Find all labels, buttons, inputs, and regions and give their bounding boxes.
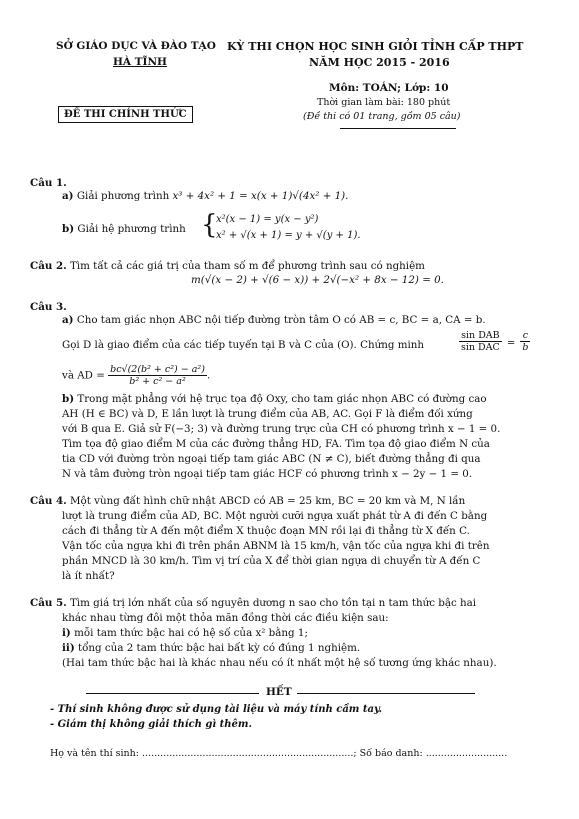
q1b-eq2: x² + √(x + 1) = y + √(y + 1). [216, 230, 361, 241]
q3a-label: a) [62, 314, 74, 326]
q1a-math: x³ + 4x² + 1 = x(x + 1)√(4x² + 1). [172, 190, 349, 202]
q4-line-3: Vận tốc của ngựa khi đi trên phần ABNM là 15 km/h, vận tốc của ngựa khi đi trên [62, 540, 490, 552]
q4-label: Câu 4. [30, 495, 67, 507]
q3b-label: b) [62, 393, 75, 405]
q4-line-1: lượt là trung điểm của AD, BC. Một người cưỡi ngựa xuất phát từ A đi đến C bằng [62, 510, 488, 522]
q3b-line-3: Tìm tọa độ giao điểm M của các đường thẳng HD, FA. Tìm tọa độ giao điểm N của [62, 438, 490, 450]
system-brace: { [201, 210, 218, 240]
ad-numerator: bc√(2(b² + c²) − a²) [110, 364, 205, 375]
q4-line-4: phần MNCD là 30 km/h. Tìm vị trí của X để thời gian ngựa di chuyển từ A đến C [62, 555, 481, 567]
q2 [30, 259, 425, 274]
name-label: Họ và tên thí sinh: [50, 748, 139, 759]
q1-label: Câu 1. [30, 177, 67, 189]
q5-i-text: mỗi tam thức bậc hai có hệ số của x² bằng 1; [74, 627, 308, 639]
q3b-line-2: với B qua E. Giả sử F(−3; 3) và đường trung trực của CH có phương trình x − 1 = 0. [62, 423, 501, 435]
q5-note: (Hai tam thức bậc hai là khác nhau nếu có ít nhất một hệ số tương ứng khác nhau). [62, 657, 497, 669]
q3a-line1-text: Cho tam giác nhọn ABC nội tiếp đường tròn tâm O có AB = c, BC = a, CA = b. [76, 314, 486, 326]
q3b-text-0: Trong mặt phẳng với hệ trục tọa độ Oxy, cho tam giác nhọn ABC có đường cao [77, 393, 487, 405]
q3b-line-5: N và tâm đường tròn ngoại tiếp tam giác HCF có phương trình x − 2y − 1 = 0. [62, 468, 473, 480]
q5-line-1: khác nhau từng đôi một thỏa mãn đồng thời các điều kiện sau: [62, 612, 389, 624]
q2-text: Tìm tất cả các giá trị của tham số m để phương trình sau có nghiệm [69, 260, 425, 272]
q4-text-0: Một vùng đất hình chữ nhật ABCD có AB = 25 km, BC = 20 km và M, N lần [69, 495, 466, 507]
department-name: SỞ GIÁO DỤC VÀ ĐÀO TẠO [56, 40, 216, 52]
id-label: ; Số báo danh: [353, 748, 423, 759]
q3a-line1 [62, 313, 486, 328]
header-underline [340, 128, 456, 129]
page-note: (Đề thi có 01 trang, gồm 05 câu) [303, 111, 461, 122]
name-dots: ...................................................................... [142, 748, 354, 759]
ratio-rhs-denominator: b [522, 342, 529, 353]
exam-title: KỲ THI CHỌN HỌC SINH GIỎI TỈNH CẤP THPT [227, 40, 524, 53]
q2-math: m(√(x − 2) + √(6 − x)) + 2√(−x² + 8x − 12) = 0. [191, 274, 444, 286]
ratio-numerator: sin DAB [459, 330, 502, 342]
q5-cond-i [62, 626, 308, 641]
q1a-label: a) [62, 190, 74, 202]
q5-i-label: i) [62, 627, 71, 639]
ratio-rhs-numerator: c [520, 330, 530, 342]
end-rule-right [297, 693, 475, 694]
school-year: NĂM HỌC 2015 - 2016 [309, 56, 450, 69]
q2-label: Câu 2. [30, 260, 67, 272]
q1a [62, 189, 348, 204]
id-dots: ........................... [425, 748, 508, 759]
q3b-line-0 [62, 392, 487, 407]
q1b-eq1: x²(x − 1) = y(x − y²) [216, 214, 319, 225]
q3b-line-4: tia CD với đường tròn ngoại tiếp tam giác ABC (N ≠ C), biết đường thẳng đi qua [62, 453, 481, 465]
province-name: HÀ TĨNH [113, 56, 167, 68]
q1b [62, 222, 186, 237]
footer-note-1: - Thí sinh không được sử dụng tài liệu và máy tính cầm tay. [50, 704, 383, 715]
q3a-line3: và AD = $\frac{\text{bc√(2(b² + c²) − a²)}}{\text{b² + c² − a²}}$ . [62, 364, 211, 387]
q5-text-0: Tìm giá trị lớn nhất của số nguyên dương n sao cho tồn tại n tam thức bậc hai [69, 597, 477, 609]
end-rule-left [86, 693, 259, 694]
q3a-ratio: $\frac{\text{sin DAB}}{\text{sin DAC}}$ = $\frac{c}{b}$ [461, 330, 529, 353]
official-label: ĐỀ THI CHÍNH THỨC [58, 106, 193, 123]
footer-note-2: - Giám thị không giải thích gì thêm. [50, 719, 252, 730]
ad-denominator: b² + c² − a² [129, 376, 186, 387]
q3a-line2: Gọi D là giao điểm của các tiếp tuyến tại B và C của (O). Chứng minh [62, 339, 425, 351]
q1b-text: Giải hệ phương trình [77, 223, 186, 235]
q3-label: Câu 3. [30, 301, 67, 313]
time-line: Thời gian làm bài: 180 phút [317, 97, 451, 108]
ratio-denominator: sin DAC [461, 342, 500, 353]
end-label: HẾT [266, 686, 292, 698]
q1b-label: b) [62, 223, 75, 235]
q5-ii-text: tổng của 2 tam thức bậc hai bất kỳ có đúng 1 nghiệm. [77, 642, 361, 654]
ad-prefix: và AD = [62, 369, 105, 382]
candidate-info [50, 748, 507, 759]
q4-line-0 [30, 494, 465, 509]
q5-cond-ii [62, 641, 360, 656]
q1a-text: Giải phương trình [76, 190, 170, 202]
q5-line-0 [30, 596, 476, 611]
q3b-line-1: AH (H ∈ BC) và D, E lần lượt là trung điểm của AB, AC. Gọi F là điểm đối xứng [62, 408, 473, 420]
q5-ii-label: ii) [62, 642, 75, 654]
q4-line-2: cách đi thẳng từ A đến một điểm X thuộc đoạn MN rồi lại đi thẳng từ X đến C. [62, 525, 470, 537]
q5-label: Câu 5. [30, 597, 67, 609]
q4-line-5: là ít nhất? [62, 570, 115, 582]
subject-line: Môn: TOÁN; Lớp: 10 [329, 82, 449, 94]
